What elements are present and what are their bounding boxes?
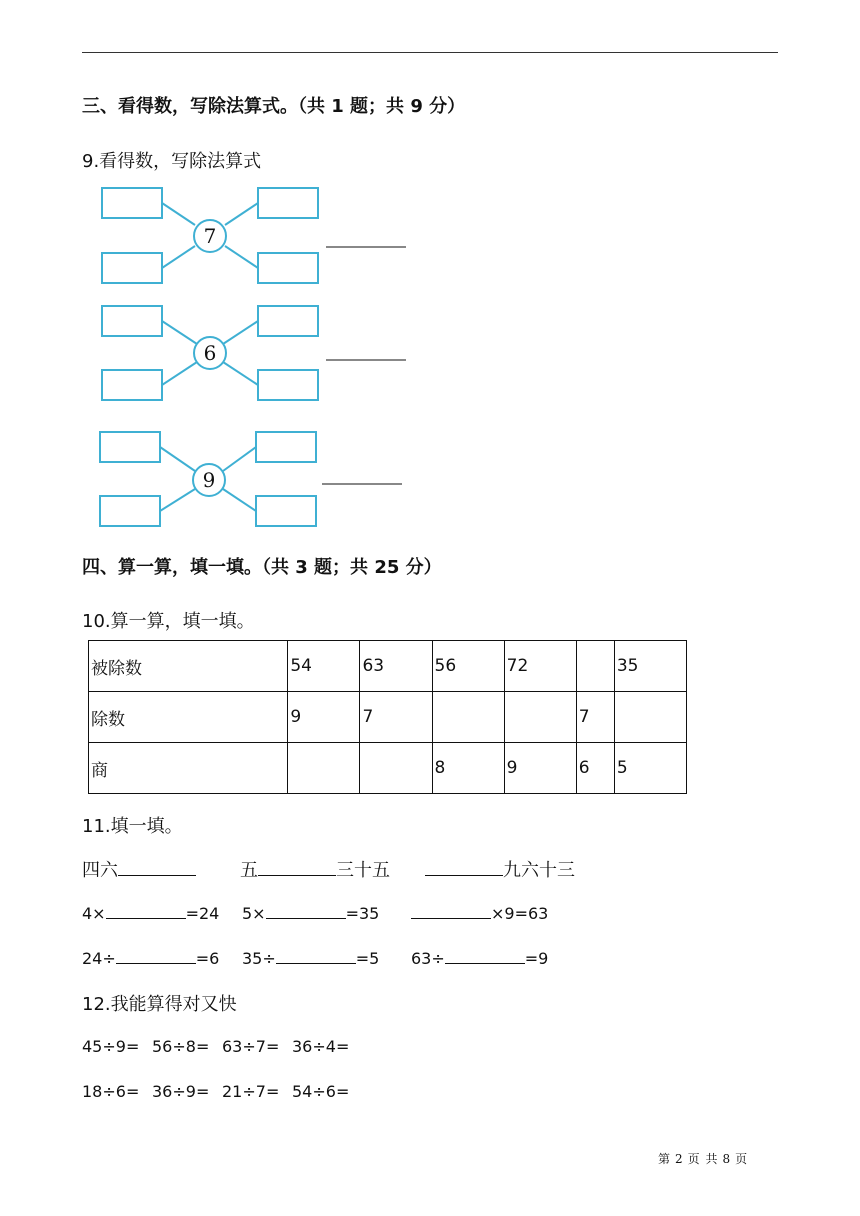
table-cell[interactable] bbox=[576, 641, 614, 692]
table-cell[interactable]: 9 bbox=[504, 743, 576, 794]
table-cell[interactable] bbox=[504, 692, 576, 743]
table-cell[interactable]: 7 bbox=[576, 692, 614, 743]
calc-expression: 36÷9= bbox=[152, 1082, 210, 1101]
answer-box[interactable] bbox=[100, 432, 160, 462]
fill-prefix: 五 bbox=[240, 860, 258, 881]
fill-blank[interactable] bbox=[258, 859, 336, 876]
answer-box[interactable] bbox=[102, 253, 162, 283]
fill-prefix: 四六 bbox=[82, 860, 118, 881]
fill-prefix: 4× bbox=[82, 904, 106, 923]
fill-blank[interactable] bbox=[106, 902, 186, 919]
fill-item bbox=[411, 902, 548, 923]
table-cell[interactable] bbox=[614, 692, 686, 743]
center-number: 9 bbox=[202, 468, 216, 492]
fill-item bbox=[82, 902, 219, 923]
division-table bbox=[88, 640, 687, 794]
table-row bbox=[89, 692, 687, 743]
answer-box[interactable] bbox=[102, 370, 162, 400]
fill-prefix: 63÷ bbox=[411, 949, 445, 968]
calc-expression: 63÷7= bbox=[222, 1037, 280, 1056]
calc-expression: 45÷9= bbox=[82, 1037, 140, 1056]
answer-box[interactable] bbox=[258, 188, 318, 218]
top-rule bbox=[82, 52, 778, 53]
table-cell[interactable]: 5 bbox=[614, 743, 686, 794]
fill-item bbox=[82, 947, 219, 968]
fill-prefix: 5× bbox=[242, 904, 266, 923]
answer-box[interactable] bbox=[100, 496, 160, 526]
answer-box[interactable] bbox=[256, 496, 316, 526]
row-label: 被除数 bbox=[89, 641, 288, 692]
fill-item bbox=[425, 856, 575, 882]
table-cell[interactable]: 8 bbox=[432, 743, 504, 794]
fill-item bbox=[82, 856, 196, 882]
fill-suffix: ×9=63 bbox=[491, 904, 549, 923]
fill-item bbox=[240, 856, 390, 882]
table-cell[interactable]: 54 bbox=[288, 641, 360, 692]
calc-expression: 36÷4= bbox=[292, 1037, 350, 1056]
table-cell[interactable]: 63 bbox=[360, 641, 432, 692]
fill-prefix: 24÷ bbox=[82, 949, 116, 968]
table-cell[interactable] bbox=[360, 743, 432, 794]
fill-blank[interactable] bbox=[116, 947, 196, 964]
fill-blank[interactable] bbox=[118, 859, 196, 876]
section-3-title: 三、看得数，写除法算式。（共 1 题；共 9 分） bbox=[82, 96, 466, 117]
fill-suffix: =5 bbox=[355, 949, 380, 968]
fill-item bbox=[242, 902, 379, 923]
calc-expression: 18÷6= bbox=[82, 1082, 140, 1101]
answer-box[interactable] bbox=[256, 432, 316, 462]
row-label: 除数 bbox=[89, 692, 288, 743]
fill-item bbox=[242, 947, 379, 968]
fill-suffix: 三十五 bbox=[336, 860, 390, 881]
division-diagram bbox=[96, 180, 426, 535]
calc-expression: 56÷8= bbox=[152, 1037, 210, 1056]
answer-box[interactable] bbox=[258, 370, 318, 400]
answer-box[interactable] bbox=[258, 306, 318, 336]
answer-box[interactable] bbox=[102, 188, 162, 218]
fill-suffix: =6 bbox=[195, 949, 220, 968]
fill-suffix: 九六十三 bbox=[503, 860, 575, 881]
page-footer: 第 2 页 共 8 页 bbox=[658, 1152, 749, 1166]
table-cell[interactable] bbox=[288, 743, 360, 794]
calc-expression: 54÷6= bbox=[292, 1082, 350, 1101]
question-10-prompt: 10.算一算，填一填。 bbox=[82, 611, 255, 632]
fill-blank[interactable] bbox=[445, 947, 525, 964]
fill-suffix: =35 bbox=[345, 904, 380, 923]
center-number: 6 bbox=[203, 341, 217, 365]
table-cell[interactable]: 56 bbox=[432, 641, 504, 692]
answer-box[interactable] bbox=[258, 253, 318, 283]
fill-prefix: 35÷ bbox=[242, 949, 276, 968]
section-4-title: 四、算一算，填一填。（共 3 题；共 25 分） bbox=[82, 557, 442, 578]
table-cell[interactable]: 6 bbox=[576, 743, 614, 794]
fill-item bbox=[411, 947, 548, 968]
calc-expression: 21÷7= bbox=[222, 1082, 280, 1101]
row-label: 商 bbox=[89, 743, 288, 794]
table-cell[interactable]: 7 bbox=[360, 692, 432, 743]
table-cell[interactable]: 72 bbox=[504, 641, 576, 692]
table-row bbox=[89, 743, 687, 794]
fill-blank[interactable] bbox=[266, 902, 346, 919]
table-row bbox=[89, 641, 687, 692]
fill-suffix: =24 bbox=[185, 904, 220, 923]
answer-box[interactable] bbox=[102, 306, 162, 336]
center-number: 7 bbox=[203, 224, 217, 248]
table-cell[interactable]: 35 bbox=[614, 641, 686, 692]
question-12-prompt: 12.我能算得对又快 bbox=[82, 994, 237, 1015]
fill-blank[interactable] bbox=[276, 947, 356, 964]
table-cell[interactable] bbox=[432, 692, 504, 743]
fill-suffix: =9 bbox=[524, 949, 549, 968]
question-9-prompt: 9.看得数，写除法算式 bbox=[82, 151, 262, 172]
page-total: 8 bbox=[722, 1152, 732, 1166]
fill-blank[interactable] bbox=[425, 859, 503, 876]
page-number: 2 bbox=[675, 1152, 684, 1166]
question-11-prompt: 11.填一填。 bbox=[82, 816, 183, 837]
table-cell[interactable]: 9 bbox=[288, 692, 360, 743]
fill-blank[interactable] bbox=[411, 902, 491, 919]
